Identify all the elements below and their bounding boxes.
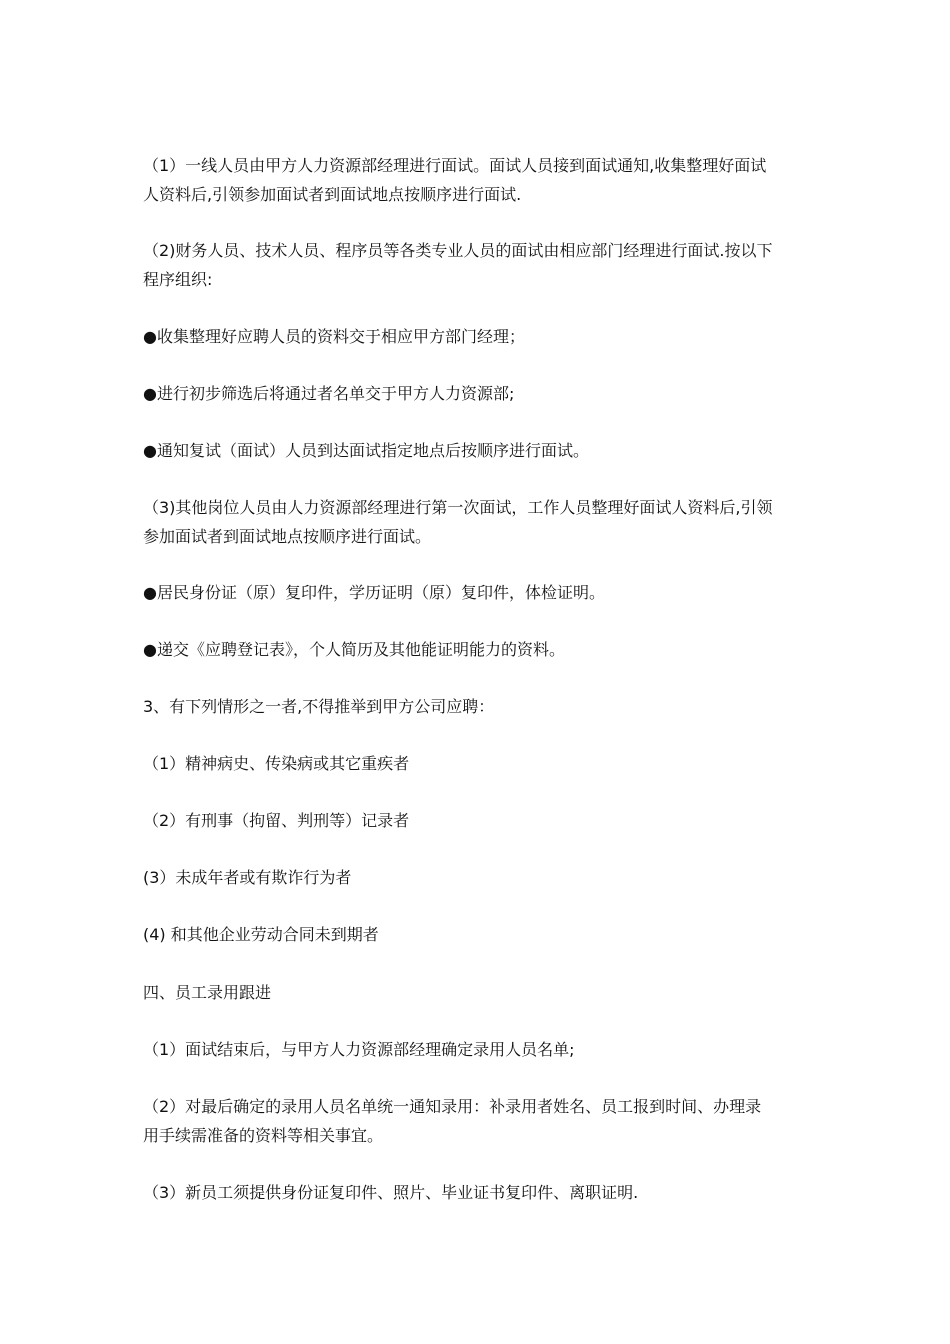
paragraph-line: （2)财务人员、技术人员、程序员等各类专业人员的面试由相应部门经理进行面试.按以下 — [143, 241, 773, 260]
bullet-item: ●通知复试（面试）人员到达面试指定地点后按顺序进行面试。 — [143, 441, 589, 460]
section-heading: 四、员工录用跟进 — [143, 983, 272, 1002]
list-item: （2）有刑事（拘留、判刑等）记录者 — [143, 811, 410, 830]
bullet-item: ●居民身份证（原）复印件，学历证明（原）复印件，体检证明。 — [143, 583, 605, 602]
bullet-item: ●收集整理好应聘人员的资料交于相应甲方部门经理； — [143, 327, 525, 346]
paragraph-line: 参加面试者到面试地点按顺序进行面试。 — [143, 527, 432, 546]
paragraph-line: 人资料后,引领参加面试者到面试地点按顺序进行面试. — [143, 185, 522, 204]
list-item: (3）未成年者或有欺诈行为者 — [143, 868, 352, 887]
list-item: （3）新员工须提供身份证复印件、照片、毕业证书复印件、离职证明. — [143, 1183, 639, 1202]
bullet-item: ●进行初步筛选后将通过者名单交于甲方人力资源部; — [143, 384, 515, 403]
paragraph-line: （3)其他岗位人员由人力资源部经理进行第一次面试，工作人员整理好面试人资料后,引领 — [143, 498, 773, 517]
list-item: （1）面试结束后，与甲方人力资源部经理确定录用人员名单; — [143, 1040, 575, 1059]
paragraph-line: （2）对最后确定的录用人员名单统一通知录用：补录用者姓名、员工报到时间、办理录 — [143, 1097, 762, 1116]
section-heading: 3、有下列情形之一者,不得推举到甲方公司应聘： — [143, 697, 495, 716]
list-item: （1）精神病史、传染病或其它重疾者 — [143, 754, 410, 773]
paragraph-line: 程序组织: — [143, 270, 213, 289]
bullet-item: ●递交《应聘登记表》，个人简历及其他能证明能力的资料。 — [143, 640, 565, 659]
paragraph-line: 用手续需准备的资料等相关事宜。 — [143, 1126, 384, 1145]
list-item: (4) 和其他企业劳动合同未到期者 — [143, 925, 379, 944]
paragraph-line: （1）一线人员由甲方人力资源部经理进行面试。面试人员接到面试通知,收集整理好面试 — [143, 156, 767, 175]
